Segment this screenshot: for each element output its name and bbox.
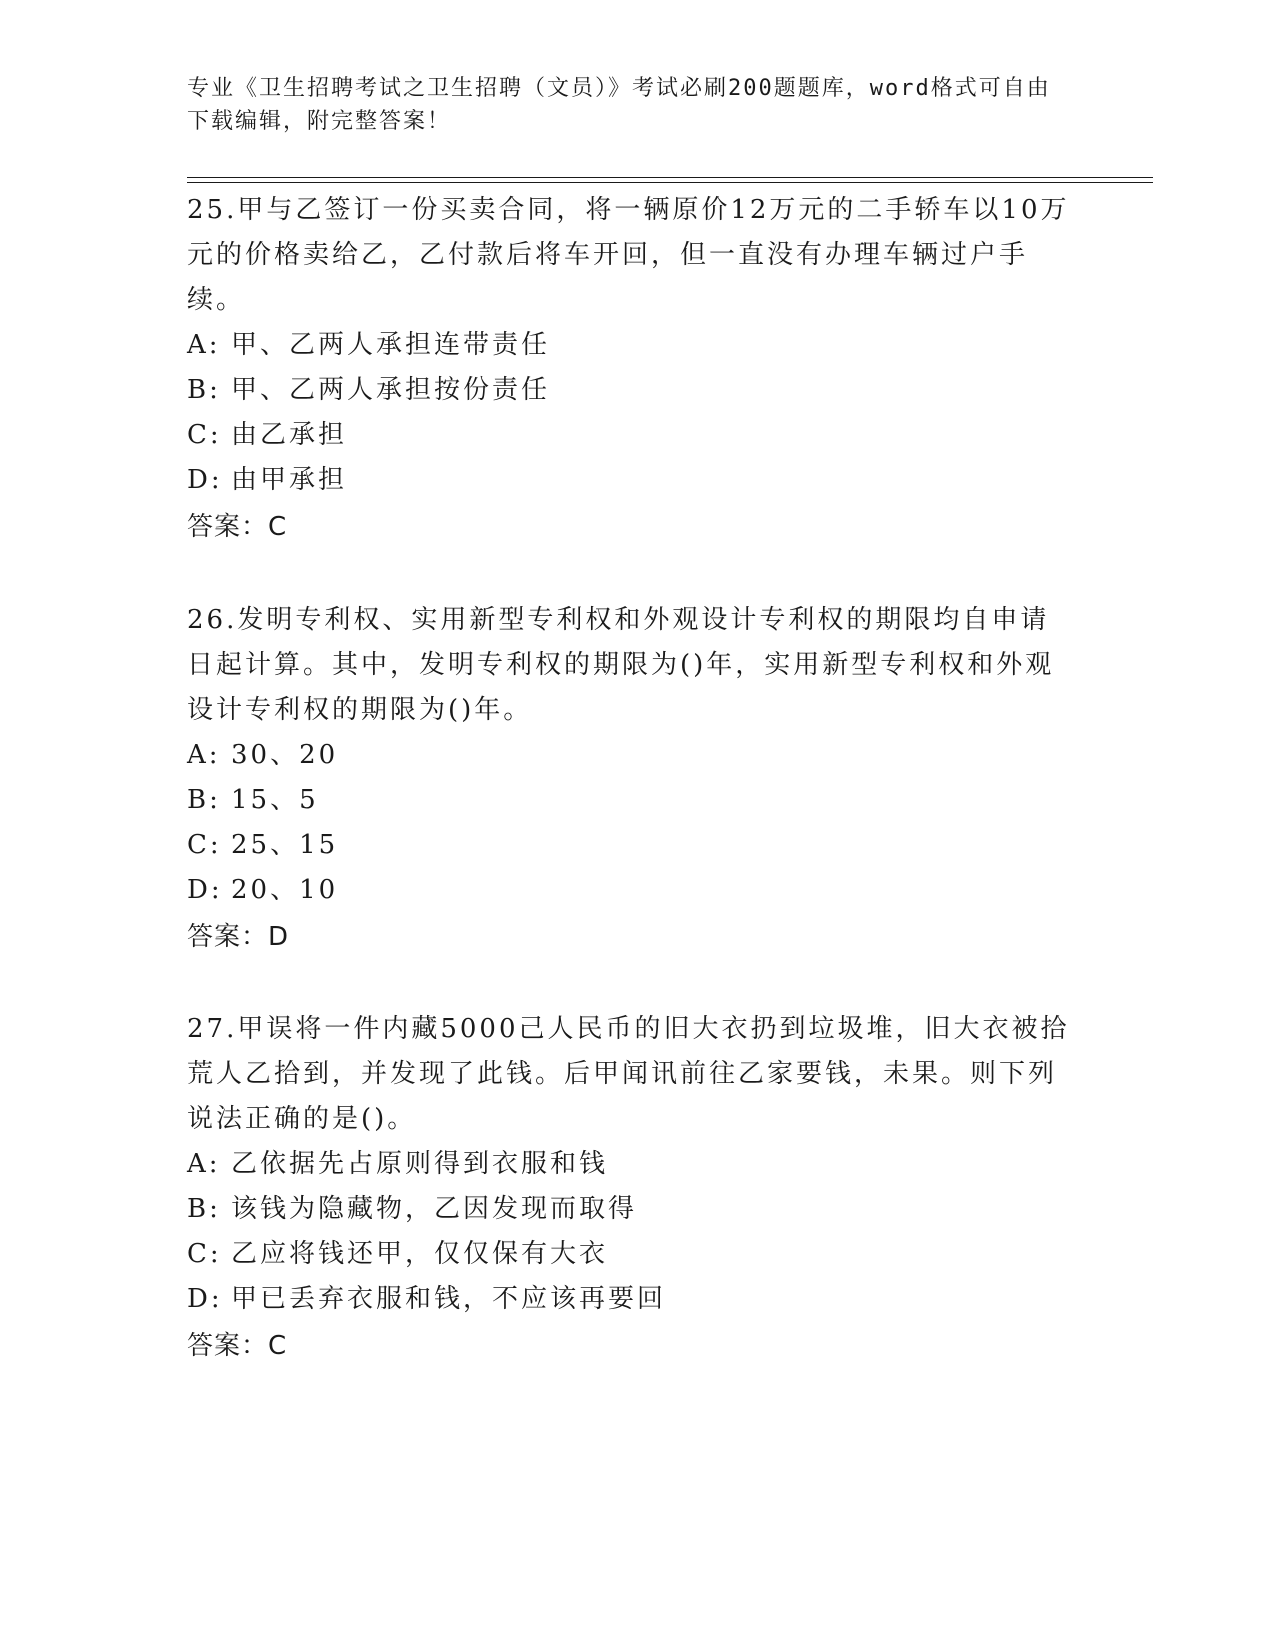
option-key: B: xyxy=(187,375,221,405)
question-27 xyxy=(187,1007,1077,1369)
header-rule-bottom xyxy=(187,182,1153,183)
option-text: 乙依据先占原则得到衣服和钱 xyxy=(231,1149,609,1179)
document-header: 专业《卫生招聘考试之卫生招聘（文员）》考试必刷200题题库，word格式可自由下载编辑，附完整答案！ xyxy=(187,76,1051,134)
option-key: A: xyxy=(187,330,221,360)
option-key: C: xyxy=(187,830,222,860)
option-key: B: xyxy=(187,1194,221,1224)
header-rule-top xyxy=(187,177,1153,178)
answer-line: 答案：C xyxy=(187,1331,288,1361)
option-key: C: xyxy=(187,420,222,450)
option-text: 25、15 xyxy=(231,830,339,860)
option-c xyxy=(187,413,1077,458)
option-d xyxy=(187,458,1077,503)
question-26 xyxy=(187,598,1077,960)
answer-line: 答案：D xyxy=(187,922,290,952)
option-text: 甲、乙两人承担按份责任 xyxy=(231,375,551,405)
option-d xyxy=(187,868,1077,913)
option-d xyxy=(187,1277,1077,1322)
option-key: A: xyxy=(187,740,221,770)
option-b xyxy=(187,1187,1077,1232)
option-key: B: xyxy=(187,785,221,815)
question-stem: 25.甲与乙签订一份买卖合同，将一辆原价12万元的二手轿车以10万元的价格卖给乙，乙付款后将车开回，但一直没有办理车辆过户手续。 xyxy=(187,195,1070,315)
option-text: 15、5 xyxy=(231,785,319,815)
option-c xyxy=(187,1232,1077,1277)
option-text: 该钱为隐藏物，乙因发现而取得 xyxy=(231,1194,638,1224)
option-text: 甲已丢弃衣服和钱，不应该再要回 xyxy=(231,1284,667,1314)
answer-line: 答案：C xyxy=(187,512,288,542)
option-a xyxy=(187,1142,1077,1187)
question-stem: 27.甲误将一件内藏5000己人民币的旧大衣扔到垃圾堆，旧大衣被拾荒人乙拾到，并发现了此钱。后甲闻讯前往乙家要钱，未果。则下列说法正确的是()。 xyxy=(187,1014,1070,1134)
option-text: 乙应将钱还甲，仅仅保有大衣 xyxy=(231,1239,609,1269)
option-a xyxy=(187,323,1077,368)
option-b xyxy=(187,368,1077,413)
option-key: D: xyxy=(187,875,223,905)
option-key: A: xyxy=(187,1149,221,1179)
option-text: 由乙承担 xyxy=(231,420,348,450)
option-key: D: xyxy=(187,465,223,495)
option-text: 30、20 xyxy=(231,740,339,770)
question-stem: 26.发明专利权、实用新型专利权和外观设计专利权的期限均自申请日起计算。其中，发明专利权的期限为()年，实用新型专利权和外观设计专利权的期限为()年。 xyxy=(187,605,1055,725)
option-key: C: xyxy=(187,1239,222,1269)
option-key: D: xyxy=(187,1284,223,1314)
option-list xyxy=(187,323,1077,503)
option-list xyxy=(187,1142,1077,1322)
option-a xyxy=(187,733,1077,778)
option-text: 20、10 xyxy=(231,875,339,905)
option-list xyxy=(187,733,1077,913)
question-25 xyxy=(187,188,1077,550)
option-text: 甲、乙两人承担连带责任 xyxy=(231,330,551,360)
option-b xyxy=(187,778,1077,823)
option-c xyxy=(187,823,1077,868)
option-text: 由甲承担 xyxy=(231,465,348,495)
